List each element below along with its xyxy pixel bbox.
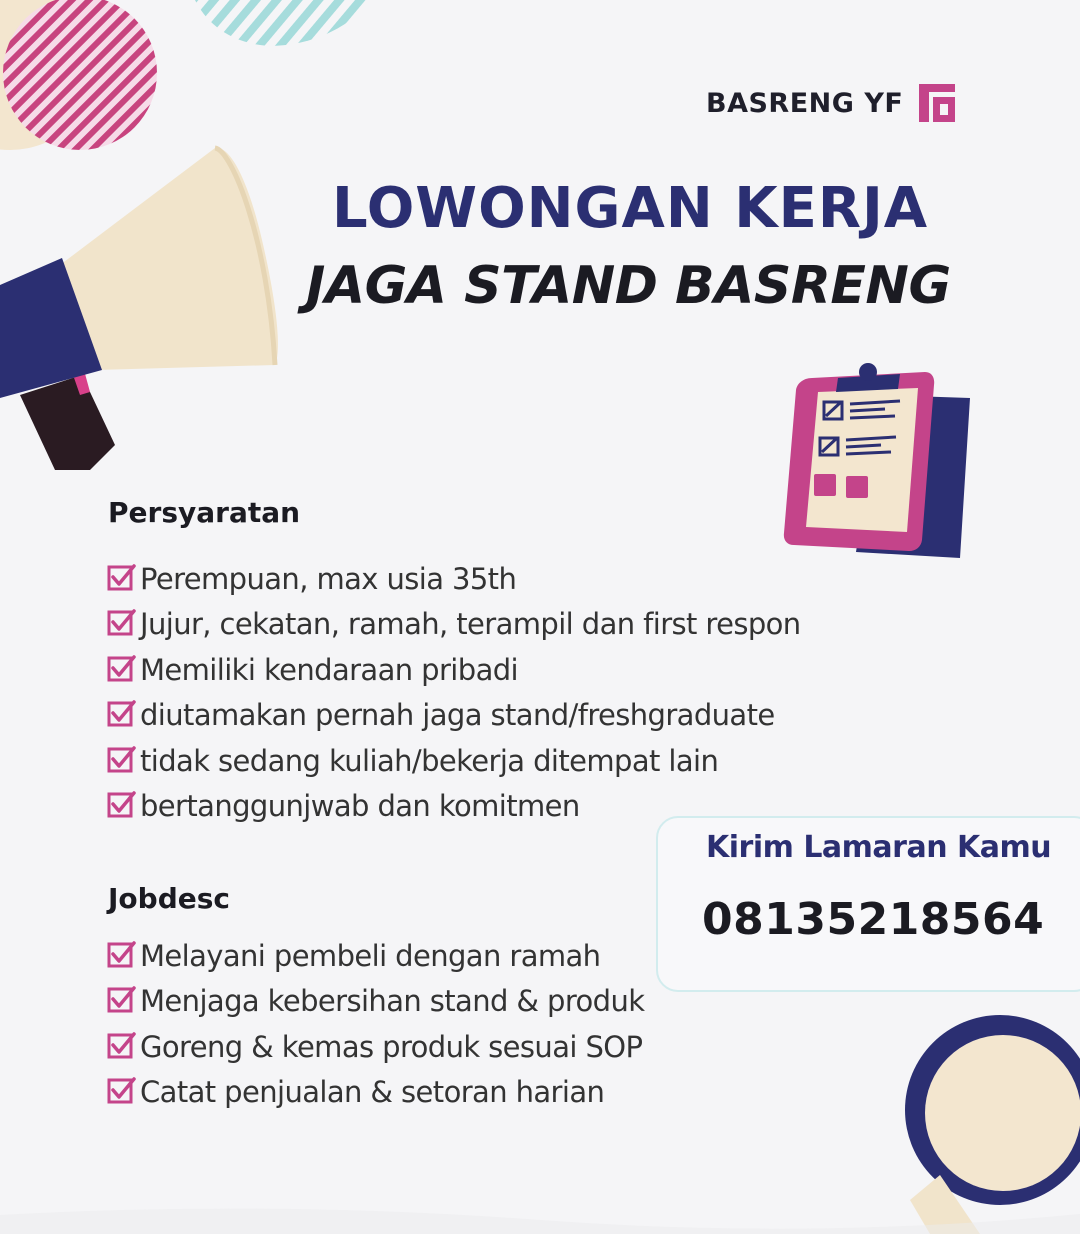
list-item: [106, 602, 801, 648]
requirements-list: [106, 556, 801, 829]
list-item: [106, 933, 644, 979]
checkbox-checked-icon: [106, 985, 138, 1017]
megaphone-icon: [0, 148, 278, 470]
list-item: [106, 556, 801, 602]
checkbox-checked-icon: [106, 790, 138, 822]
requirement-text: Jujur, cekatan, ramah, terampil dan first respon: [140, 607, 801, 642]
jobdesc-text: Goreng & kemas produk sesuai SOP: [140, 1029, 643, 1064]
checkbox-checked-icon: [106, 699, 138, 731]
requirement-text: bertanggunjwab dan komitmen: [140, 789, 580, 824]
magnifying-glass-icon: [905, 1015, 1080, 1234]
list-item: [106, 1024, 644, 1070]
list-item: [106, 738, 801, 784]
contact-phone[interactable]: 08135218564: [702, 894, 1045, 945]
checkbox-checked-icon: [106, 745, 138, 777]
headline-subtitle: JAGA STAND BASRENG: [306, 256, 951, 316]
list-item: [106, 1070, 644, 1116]
contact-box: [656, 816, 1080, 992]
requirement-text: tidak sedang kuliah/bekerja ditempat lain: [140, 743, 719, 778]
jobdesc-text: Menjaga kebersihan stand & produk: [140, 984, 645, 1019]
contact-label: Kirim Lamaran Kamu: [706, 830, 1052, 865]
jobdesc-list: [106, 933, 644, 1115]
jobdesc-text: Melayani pembeli dengan ramah: [140, 938, 601, 973]
requirement-text: Memiliki kendaraan pribadi: [140, 652, 519, 687]
checkbox-checked-icon: [106, 1076, 138, 1108]
headline-title: LOWONGAN KERJA: [332, 176, 929, 241]
basreng-yf-logo-icon: [919, 84, 957, 122]
requirements-title: Persyaratan: [108, 496, 301, 529]
jobdesc-text: Catat penjualan & setoran harian: [140, 1075, 605, 1110]
list-item: [106, 693, 801, 739]
list-item: [106, 647, 801, 693]
brand: [706, 84, 957, 122]
requirement-text: Perempuan, max usia 35th: [140, 561, 517, 596]
requirement-text: diutamakan pernah jaga stand/freshgraduate: [140, 698, 775, 733]
jobdesc-title: Jobdesc: [108, 882, 230, 915]
checkbox-checked-icon: [106, 940, 138, 972]
checkbox-checked-icon: [106, 1031, 138, 1063]
checkbox-checked-icon: [106, 654, 138, 686]
brand-name: BASRENG YF: [706, 87, 904, 119]
clipboard-checklist-icon: [784, 363, 970, 558]
checkbox-checked-icon: [106, 563, 138, 595]
checkbox-checked-icon: [106, 608, 138, 640]
list-item: [106, 979, 644, 1025]
